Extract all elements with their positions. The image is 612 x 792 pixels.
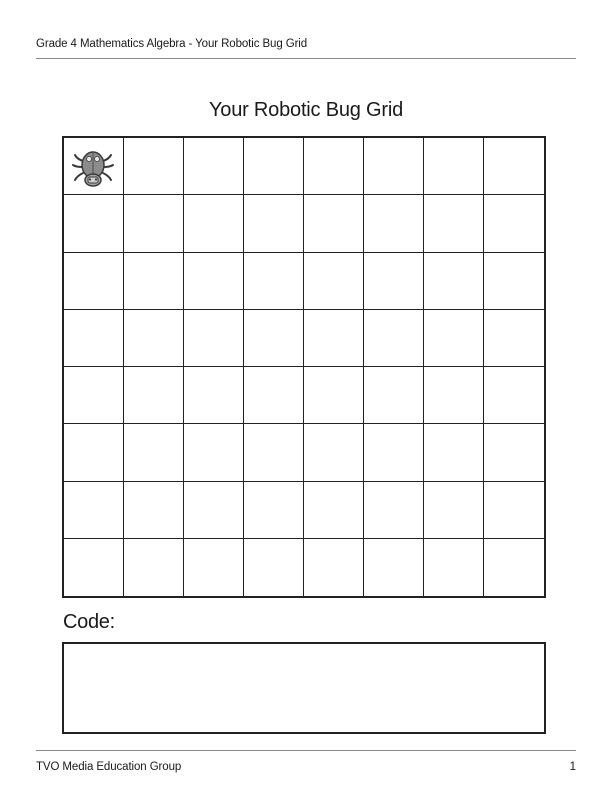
grid-cell	[424, 367, 484, 424]
grid-cell	[304, 310, 364, 367]
grid-cell	[484, 482, 544, 539]
grid-cell	[64, 310, 124, 367]
grid-cell	[64, 253, 124, 310]
grid-cell	[364, 539, 424, 596]
grid-cell	[364, 367, 424, 424]
grid-cell	[244, 310, 304, 367]
grid-cell	[64, 482, 124, 539]
grid-cell	[124, 424, 184, 481]
grid-cell	[244, 138, 304, 195]
grid-cell	[244, 367, 304, 424]
grid-cell	[484, 310, 544, 367]
grid-cell	[424, 138, 484, 195]
grid-cell	[184, 367, 244, 424]
grid-cell	[304, 367, 364, 424]
grid-cell	[364, 195, 424, 252]
grid-cell	[244, 195, 304, 252]
grid-cell	[424, 310, 484, 367]
grid-cell	[184, 539, 244, 596]
grid-cell	[304, 482, 364, 539]
grid-cell	[484, 195, 544, 252]
grid-cell	[364, 424, 424, 481]
grid-cell	[184, 424, 244, 481]
grid-cell	[364, 310, 424, 367]
grid-cell	[484, 539, 544, 596]
grid-cell	[484, 253, 544, 310]
grid-cell	[364, 253, 424, 310]
code-label: Code:	[63, 611, 115, 633]
grid-cell	[244, 253, 304, 310]
grid-cell	[124, 310, 184, 367]
grid-cell	[304, 138, 364, 195]
footer-rule	[36, 750, 576, 751]
page-number: 1	[569, 761, 576, 773]
grid-cell	[424, 539, 484, 596]
bug-grid	[62, 136, 546, 598]
grid-cell	[484, 138, 544, 195]
grid-cell	[304, 539, 364, 596]
grid-cell	[424, 253, 484, 310]
grid-cell	[64, 539, 124, 596]
grid-cell	[64, 195, 124, 252]
grid-cell	[184, 195, 244, 252]
grid-cell	[184, 310, 244, 367]
grid-cell	[304, 424, 364, 481]
grid-cell	[484, 367, 544, 424]
grid-cell	[364, 138, 424, 195]
grid-cell	[124, 539, 184, 596]
page-header: Grade 4 Mathematics Algebra - Your Robotic Bug Grid	[36, 38, 308, 50]
grid-cell	[364, 482, 424, 539]
footer-organization: TVO Media Education Group	[36, 761, 182, 773]
grid-cell	[124, 195, 184, 252]
grid-cell	[244, 482, 304, 539]
grid-cell	[184, 253, 244, 310]
grid-cell	[184, 138, 244, 195]
grid-cell	[124, 482, 184, 539]
grid-cell	[124, 138, 184, 195]
grid-cell	[244, 424, 304, 481]
grid-cell	[124, 253, 184, 310]
grid-cell	[424, 424, 484, 481]
header-rule	[36, 58, 576, 59]
grid-cell	[304, 195, 364, 252]
grid-cell	[304, 253, 364, 310]
page-title: Your Robotic Bug Grid	[208, 99, 404, 122]
code-box[interactable]	[62, 642, 546, 734]
grid-cell	[64, 424, 124, 481]
grid-cell	[184, 482, 244, 539]
grid-cell	[64, 138, 124, 195]
grid-cell	[124, 367, 184, 424]
grid-cell	[64, 367, 124, 424]
grid-cell	[424, 482, 484, 539]
grid-cell	[484, 424, 544, 481]
grid-cell	[244, 539, 304, 596]
robotic-bug-icon	[69, 143, 117, 191]
grid-cell	[424, 195, 484, 252]
